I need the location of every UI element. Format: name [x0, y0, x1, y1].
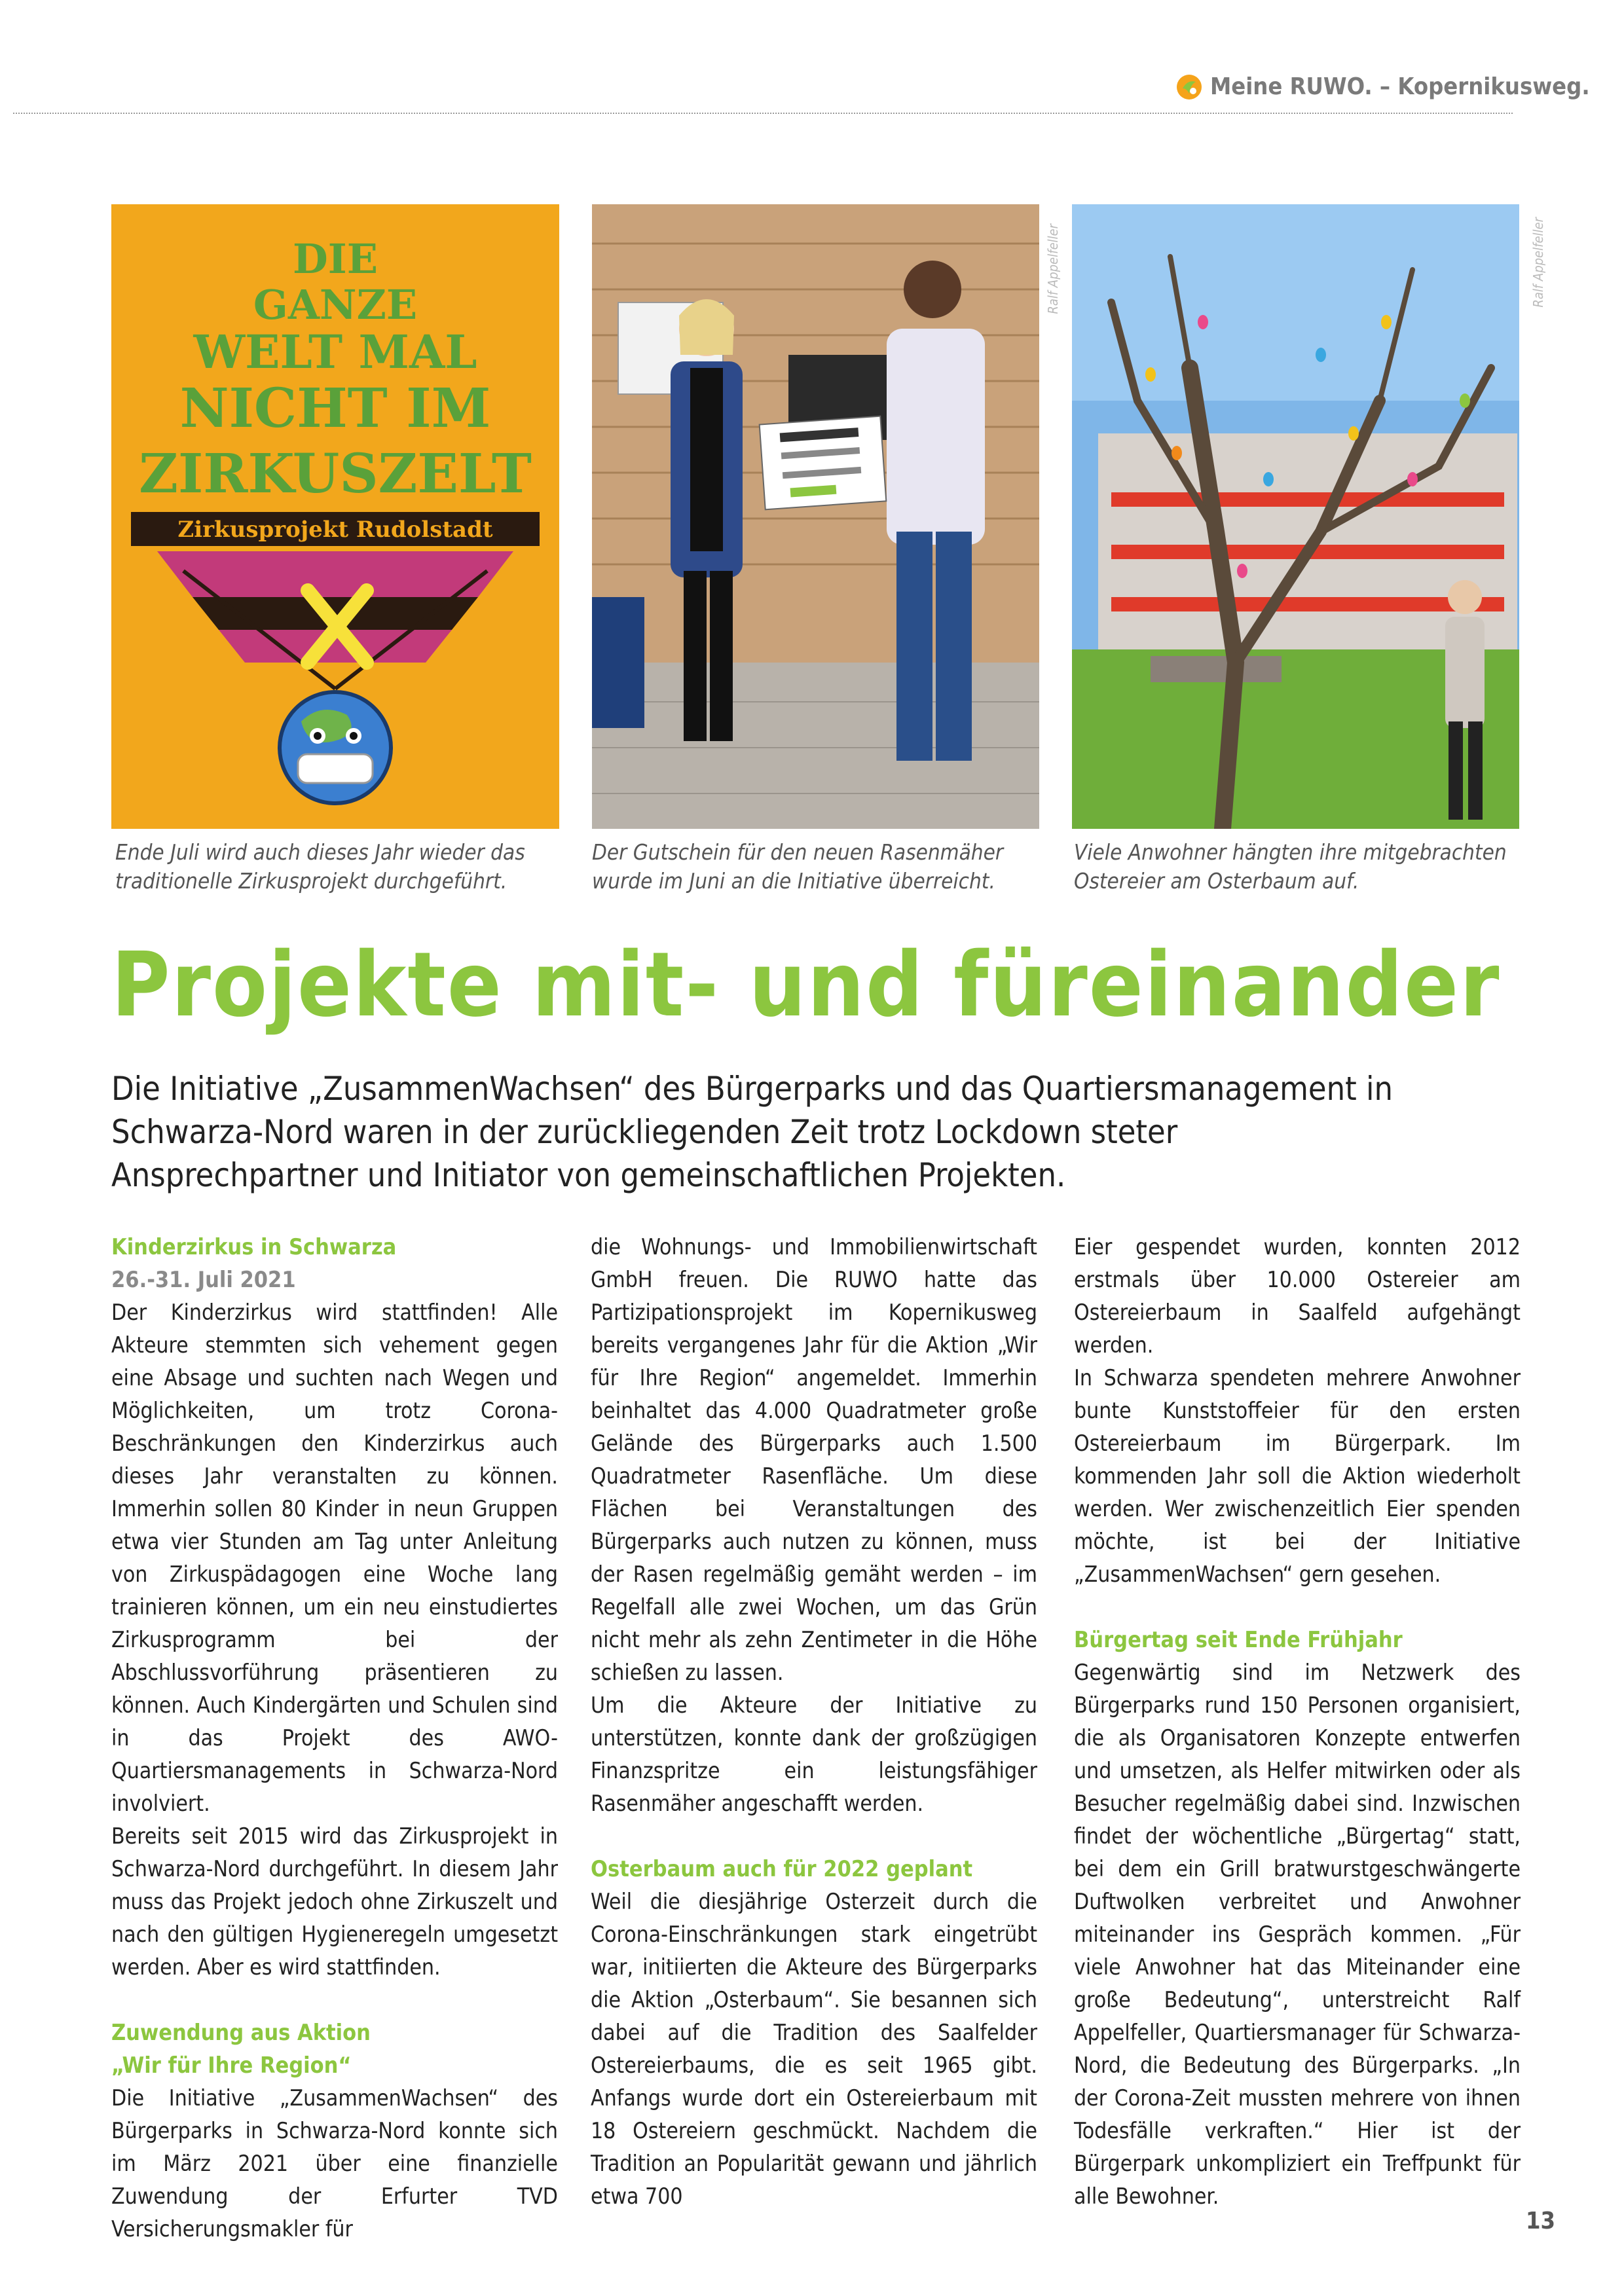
paragraph: Um die Akteure der Initiative zu unterstützen, konnte dank der großzügigen Finanzspritze ein leistungsfähiger Rasenmäher angeschafft werden. — [591, 1692, 1037, 1816]
paragraph: Gegenwärtig sind im Netzwerk des Bürgerparks rund 150 Personen organisiert, die als Organisatoren Konzepte entwerfen und umsetzen, als Helfer mitwirken oder als Besucher regelmäßig dabei sind. Inzwischen findet der wöchentliche „Bürgertag“ statt, bei dem ein Grill bratwurstgeschwängerte Duftwolken verbreitet und Anwohner miteinander ins Gespräch kommen. „Für viele Anwohner hat das Miteinander eine große Bedeutung“, unterstreicht Ralf Appelfeller, Quartiersmanager für Schwarza-Nord, die Bedeutung des Bürgerparks. „In der Corona-Zeit mussten mehrere von ihnen Todesfälle verkraften.“ Hier ist der Bürgerpark unkompliziert ein Treffpunkt für alle Bewohner. — [1074, 1660, 1521, 2209]
header-divider — [13, 113, 1513, 114]
poster-line-2: GANZE — [253, 281, 418, 329]
photo-credit: Ralf Appelfeller — [1530, 217, 1546, 308]
article-column-2 — [591, 1231, 1037, 2213]
article-title: Projekte mit- und füreinander — [111, 934, 1501, 1037]
section-heading: Zuwendung aus Aktion — [111, 2020, 371, 2046]
voucher-card — [760, 416, 887, 510]
article-column-1 — [111, 1231, 558, 2246]
section-heading: Osterbaum auch für 2022 geplant — [591, 1856, 973, 1882]
page-header — [1176, 73, 1590, 100]
article-column-3 — [1074, 1231, 1521, 2213]
event-date: 26.-31. Juli 2021 — [111, 1267, 296, 1293]
paragraph: Eier gespendet wurden, konnten 2012 erstmals über 10.000 Ostereier am Ostereierbaum in Saalfeld aufgehängt werden. — [1074, 1234, 1521, 1358]
section-heading: „Wir für Ihre Region“ — [111, 2052, 352, 2079]
man-figure — [887, 261, 985, 761]
article-lead: Die Initiative „ZusammenWachsen“ des Bürgerparks und das Quartiersmanagement in Schwarza-Nord waren in der zurückliegenden Zeit trotz Lockdown steter Ansprechpartner und Initiator von gemeinschaftlichen Projekten. — [111, 1070, 1393, 1194]
photo-caption: Viele Anwohner hängten ihre mitgebrachten Ostereier am Osterbaum auf. — [1074, 839, 1507, 894]
photo-credit: Ralf Appelfeller — [1045, 224, 1061, 314]
paragraph: Die Initiative „ZusammenWachsen“ des Bürgerparks in Schwarza-Nord konnte sich im März 2021 über eine finanzielle Zuwendung der Erfurter TVD Versicherungsmakler für — [111, 2085, 558, 2242]
circus-poster — [111, 204, 559, 829]
easter-tree-photo — [1072, 204, 1546, 829]
poster-subtitle: Zirkusprojekt Rudolstadt — [177, 517, 493, 543]
poster-line-1: DIE — [292, 235, 378, 283]
voucher-photo — [592, 204, 1061, 829]
photo-caption: Ende Juli wird auch dieses Jahr wieder das traditionelle Zirkusprojekt durchgeführt. — [115, 839, 525, 894]
globe-with-mask-icon — [280, 692, 391, 803]
page-number: 13 — [1526, 2208, 1556, 2234]
paragraph: die Wohnungs- und Immobilienwirtschaft GmbH freuen. Die RUWO hatte das Partizipationsprojekt im Kopernikusweg bereits vergangenes Jahr für die Aktion „Wir für Ihre Region“ angemeldet. Immerhin beinhaltet das 4.000 Quadratmeter große Gelände des Bürgerparks auch 1.500 Quadratmeter Rasenfläche. Um diese Flächen bei Veranstaltungen des Bürgerparks auch nutzen zu können, muss der Rasen regelmäßig gemäht werden – im Regelfall alle zwei Wochen, um das Grün nicht mehr als zehn Zentimeter in die Höhe schießen zu lassen. — [591, 1234, 1037, 1685]
poster-photo — [111, 204, 559, 829]
section-heading: Bürgertag seit Ende Frühjahr — [1074, 1627, 1403, 1653]
poster-line-3: WELT MAL — [193, 325, 477, 379]
paragraph: In Schwarza spendeten mehrere Anwohner bunte Kunststoffeier für den ersten Ostereierbaum im Bürgerpark. Im kommenden Jahr soll die Aktion wiederholt werden. Wer zwischenzeitlich Eier spenden möchte, ist bei der Initiative „ZusammenWachsen“ gern gesehen. — [1074, 1365, 1521, 1587]
header-brand: Meine RUWO. – Kopernikusweg. — [1210, 73, 1590, 100]
paragraph: Bereits seit 2015 wird das Zirkusprojekt in Schwarza-Nord durchgeführt. In diesem Jahr muss das Projekt jedoch ohne Zirkuszelt und nach den gültigen Hygieneregeln umgesetzt werden. Aber es wird stattfinden. — [111, 1823, 558, 1980]
section-heading: Kinderzirkus in Schwarza — [111, 1234, 397, 1260]
easter-tree-scene — [1072, 204, 1519, 829]
poster-line-5: ZIRKUSZELT — [139, 443, 532, 505]
ruwo-logo-icon — [1176, 74, 1202, 100]
paragraph: Der Kinderzirkus wird stattfinden! Alle Akteure stemmten sich vehement gegen eine Absage und suchten nach Wegen und Möglichkeiten, um trotz Corona-Beschränkungen den Kinderzirkus auch dieses Jahr veranstalten zu können. Immerhin sollen 80 Kinder in neun Gruppen etwa vier Stunden am Tag unter Anleitung von Zirkuspädagogen eine Woche lang trainieren können, um ein neu einstudiertes Zirkusprogramm bei der Abschlussvorführung präsentieren zu können. Auch Kindergärten und Schulen sind in das Projekt des AWO-Quartiersmanagements in Schwarza-Nord involviert. — [111, 1300, 558, 1816]
photo-caption: Der Gutschein für den neuen Rasenmäher wurde im Juni an die Initiative überreicht. — [592, 839, 1004, 894]
voucher-scene — [592, 204, 1039, 829]
poster-line-4: NICHT IM — [179, 377, 491, 440]
paragraph: Weil die diesjährige Osterzeit durch die Corona-Einschränkungen stark eingetrübt war, initiierten die Akteure des Bürgerparks die Aktion „Osterbaum“. Sie besannen sich dabei auf die Tradition des Saalfelder Ostereierbaums, die es seit 1965 gibt. Anfangs wurde dort ein Ostereierbaum mit 18 Ostereiern geschmückt. Nachdem die Tradition an Popularität gewann und jährlich etwa 700 — [591, 1889, 1037, 2209]
